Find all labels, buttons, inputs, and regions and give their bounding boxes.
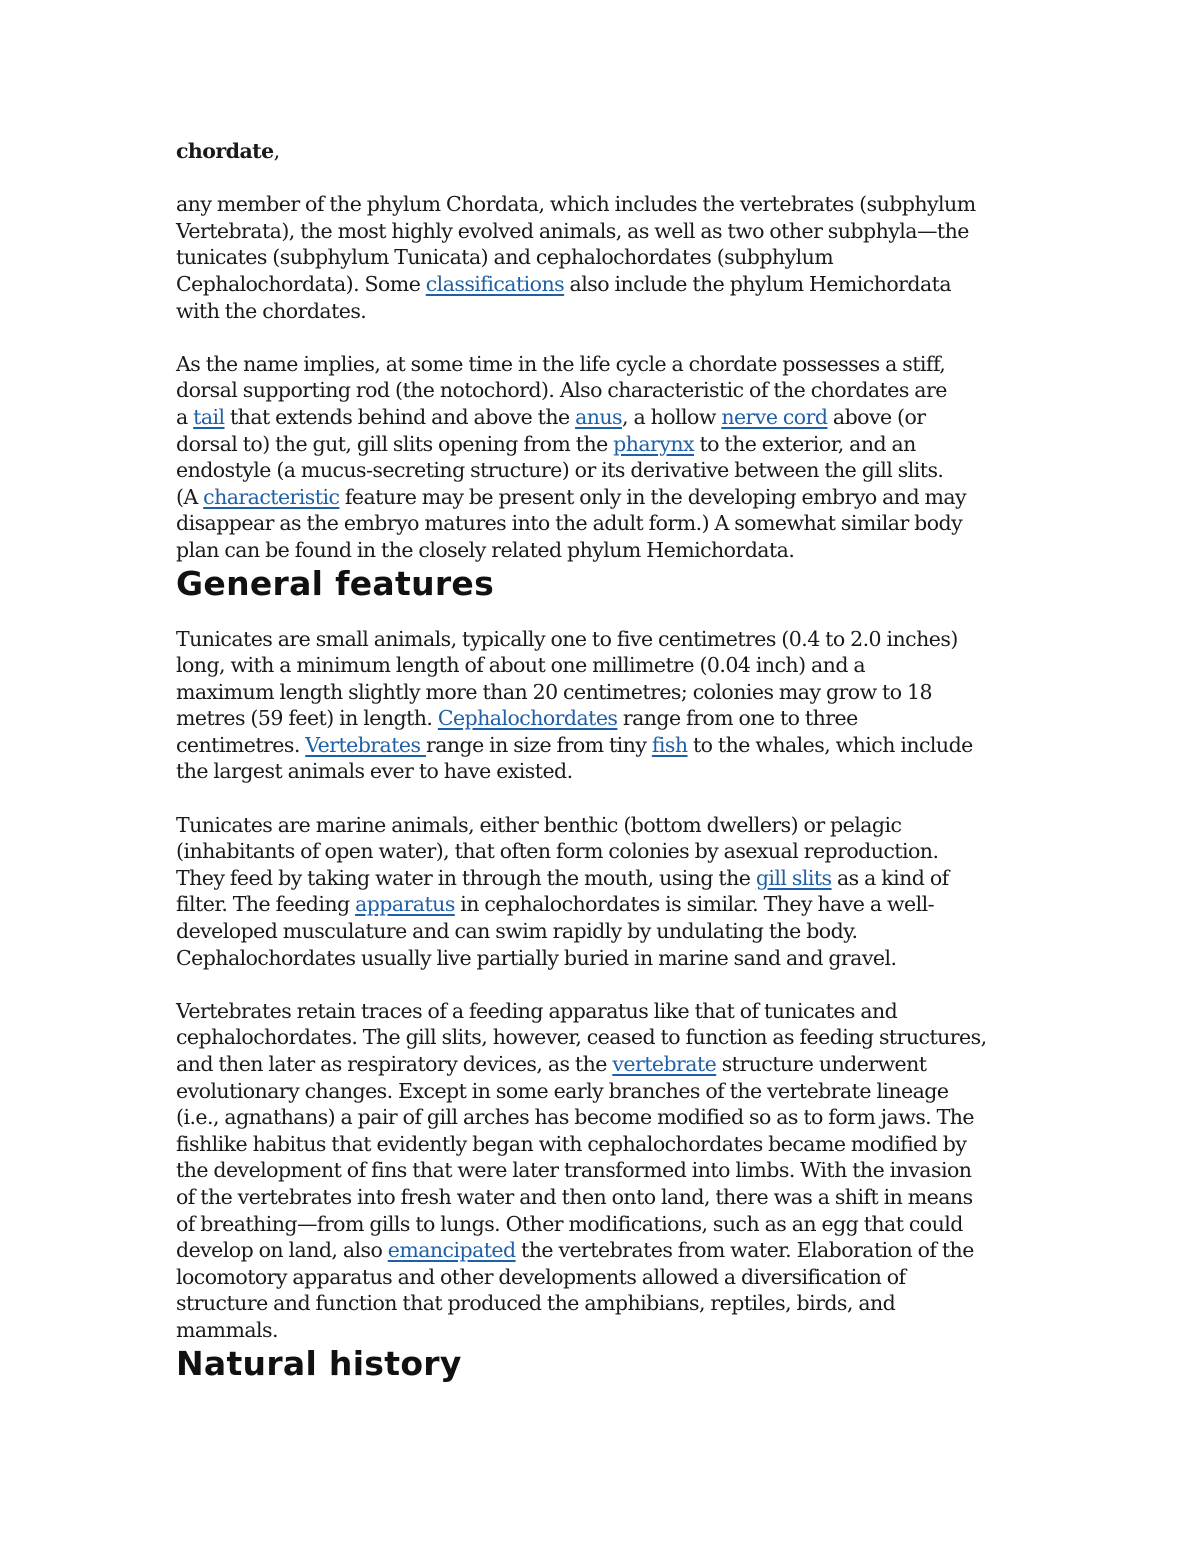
heading-general-features: General features (176, 563, 495, 603)
text-run: As the name implies, at some time in the life cycle a chordate possesses a stiff, dorsal supporting rod (the notochord). Also characteristic of the chordates are a (176, 351, 947, 429)
general-features-paragraph-2 (176, 812, 1036, 972)
text-run: that extends behind and above the (224, 404, 576, 429)
entry-term: chordate (176, 139, 274, 163)
text-run: feature may be present only in the developing embryo and may disappear as the embryo matures into the adult form.) A somewhat similar body plan can be found in the closely related phylum Hemichordata. (176, 484, 967, 562)
general-features-paragraph-1 (176, 626, 1036, 786)
link-apparatus[interactable]: apparatus (355, 892, 455, 917)
link-characteristic[interactable]: characteristic (203, 484, 340, 509)
entry-title (176, 138, 1036, 165)
link-vertebrate[interactable]: vertebrate (612, 1052, 717, 1076)
document-page (176, 138, 1036, 1388)
text-run: the vertebrates from water. Elaboration of the locomotory apparatus and other developments allowed a diversification of structure and function that produced the amphibians, reptiles, birds, and mammals. (176, 1238, 974, 1342)
text-run: above (or dorsal to) the gut, gill slits opening from the (176, 404, 926, 456)
spacer (176, 785, 1036, 812)
link-gill-slits[interactable]: gill slits (755, 865, 832, 890)
link-emancipated[interactable]: emancipated (387, 1238, 516, 1263)
general-features-paragraph-3 (176, 998, 1036, 1344)
text-run: to the exterior, and an endostyle (a mucus-secreting structure) or its derivative between the gill slits. (A (176, 431, 944, 509)
text-run: structure underwent evolutionary changes. Except in some early branches of the vertebrate lineage (i.e., agnathans) a pair of gill arches has become modified so as to form jaws. The fishlike habitus that evidently began with cephalochordates became modified by the development of fins that were later transformed into limbs. With the invasion of the vertebrates into fresh water and then onto land, there was a shift in means of breathing—from gills to lungs. Other modifications, such as an egg that could develop on land, also (176, 1052, 974, 1263)
link-anus[interactable]: anus (575, 404, 623, 429)
heading-natural-history: Natural history (176, 1343, 462, 1383)
text-run: to the whales, which include the largest animals ever to have existed. (176, 732, 973, 784)
text-run: as a kind of filter. The feeding (176, 865, 949, 917)
spacer (176, 324, 1036, 351)
entry-title-punct: , (273, 139, 280, 163)
link-vertebrates[interactable]: Vertebrates (305, 732, 426, 757)
link-pharynx[interactable]: pharynx (613, 431, 694, 456)
link-nerve-cord[interactable]: nerve cord (721, 404, 828, 429)
spacer (176, 971, 1036, 998)
link-cephalochordates[interactable]: Cephalochordates (437, 706, 618, 731)
text-run: range in size from tiny (425, 732, 652, 757)
spacer (176, 165, 1036, 192)
text-run: any member of the phylum Chordata, which includes the vertebrates (subphylum Vertebrata), the most highly evolved animals, as well as two other subphyla—the tunicates (subphylum Tunicata) and cephalochordates (subphylum Cephalochordata). Some (176, 192, 976, 296)
text-run: Vertebrates retain traces of a feeding apparatus like that of tunicates and cephalochordates. The gill slits, however, ceased to function as feeding structures, and then later as respiratory devices, as the (176, 998, 987, 1076)
intro-paragraph-2 (176, 351, 1036, 564)
text-run: also include the phylum Hemichordata with the chordates. (176, 271, 952, 323)
intro-paragraph-1 (176, 191, 1036, 324)
text-run: Tunicates are small animals, typically one to five centimetres (0.4 to 2.0 inches) long, with a minimum length of about one millimetre (0.04 inch) and a maximum length slightly more than 20 centimetres; colonies may grow to 18 metres (59 feet) in length. (176, 626, 958, 731)
link-classifications[interactable]: classifications (425, 271, 565, 296)
text-run: , a hollow (622, 404, 722, 429)
link-tail[interactable]: tail (193, 404, 225, 429)
link-fish[interactable]: fish (651, 732, 688, 757)
text-run: range from one to three centimetres. (176, 706, 858, 757)
text-run: Tunicates are marine animals, either benthic (bottom dwellers) or pelagic (inhabitants of open water), that often form colonies by asexual reproduction. They feed by taking water in through the mouth, using the (176, 812, 939, 890)
spacer (176, 608, 1036, 626)
text-run: in cephalochordates is similar. They have a well- developed musculature and can swim rapidly by undulating the body. Cephalochordates usually live partially buried in marine sand and gravel. (176, 892, 934, 970)
